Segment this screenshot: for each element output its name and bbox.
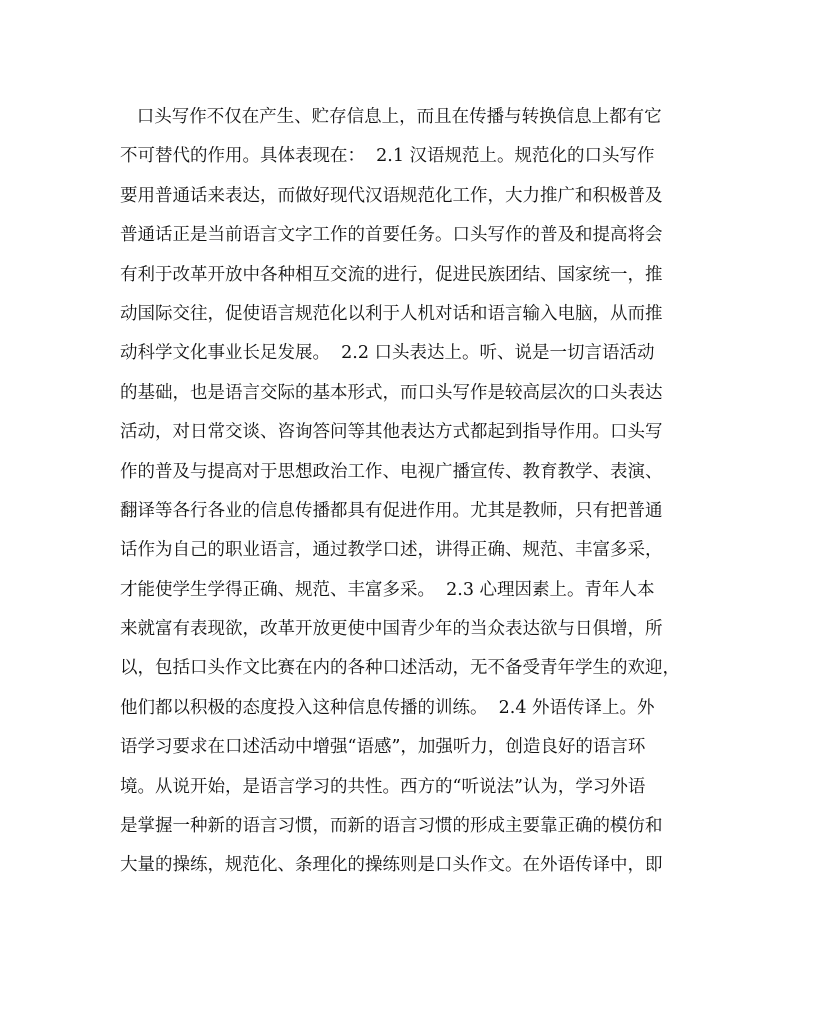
text-line: 不可替代的作用。具体表现在： 2.1 汉语规范上。规范化的口头写作 <box>120 146 655 167</box>
text-line: 动科学文化事业长足发展。 2.2 口头表达上。听、说是一切言语活动 <box>120 343 655 364</box>
text-line: 大量的操练，规范化、条理化的操练则是口头作文。在外语传译中，即 <box>120 855 663 876</box>
text-line: 作的普及与提高对于思想政治工作、电视广播宣传、教育教学、表演、 <box>120 461 663 482</box>
text-line: 境。从说开始，是语言学习的共性。西方的“听说法”认为，学习外语 <box>120 776 646 797</box>
body-text <box>120 98 710 886</box>
text-line: 翻译等各行各业的信息传播都具有促进作用。尤其是教师，只有把普通 <box>120 500 663 521</box>
text-line: 他们都以积极的态度投入这种信息传播的训练。 2.4 外语传译上。外 <box>120 697 655 718</box>
text-line: 动国际交往，促使语言规范化以利于人机对话和语言输入电脑，从而推 <box>120 303 663 324</box>
text-line: 话作为自己的职业语言，通过教学口述，讲得正确、规范、丰富多采， <box>120 540 663 561</box>
text-line: 普通话正是当前语言文字工作的首要任务。口头写作的普及和提高将会 <box>120 225 663 246</box>
text-line: 语学习要求在口述活动中增强“语感”，加强听力，创造良好的语言环 <box>120 737 646 758</box>
text-line: 的基础，也是语言交际的基本形式，而口头写作是较高层次的口头表达 <box>120 382 663 403</box>
text-line: 来就富有表现欲，改革开放更使中国青少年的当众表达欲与日俱增，所 <box>120 619 663 640</box>
text-line: 要用普通话来表达，而做好现代汉语规范化工作，大力推广和积极普及 <box>120 185 663 206</box>
text-line: 才能使学生学得正确、规范、丰富多采。 2.3 心理因素上。青年人本 <box>120 579 655 600</box>
text-line: 以，包括口头作文比赛在内的各种口述活动，无不备受青年学生的欢迎， <box>120 658 680 679</box>
text-line: 活动，对日常交谈、咨询答问等其他表达方式都起到指导作用。口头写 <box>120 422 663 443</box>
text-line: 口头写作不仅在产生、贮存信息上，而且在传播与转换信息上都有它 <box>120 107 662 127</box>
text-line: 是掌握一种新的语言习惯，而新的语言习惯的形成主要靠正确的模仿和 <box>120 816 663 837</box>
text-line: 有利于改革开放中各种相互交流的进行，促进民族团结、国家统一，推 <box>120 264 663 285</box>
